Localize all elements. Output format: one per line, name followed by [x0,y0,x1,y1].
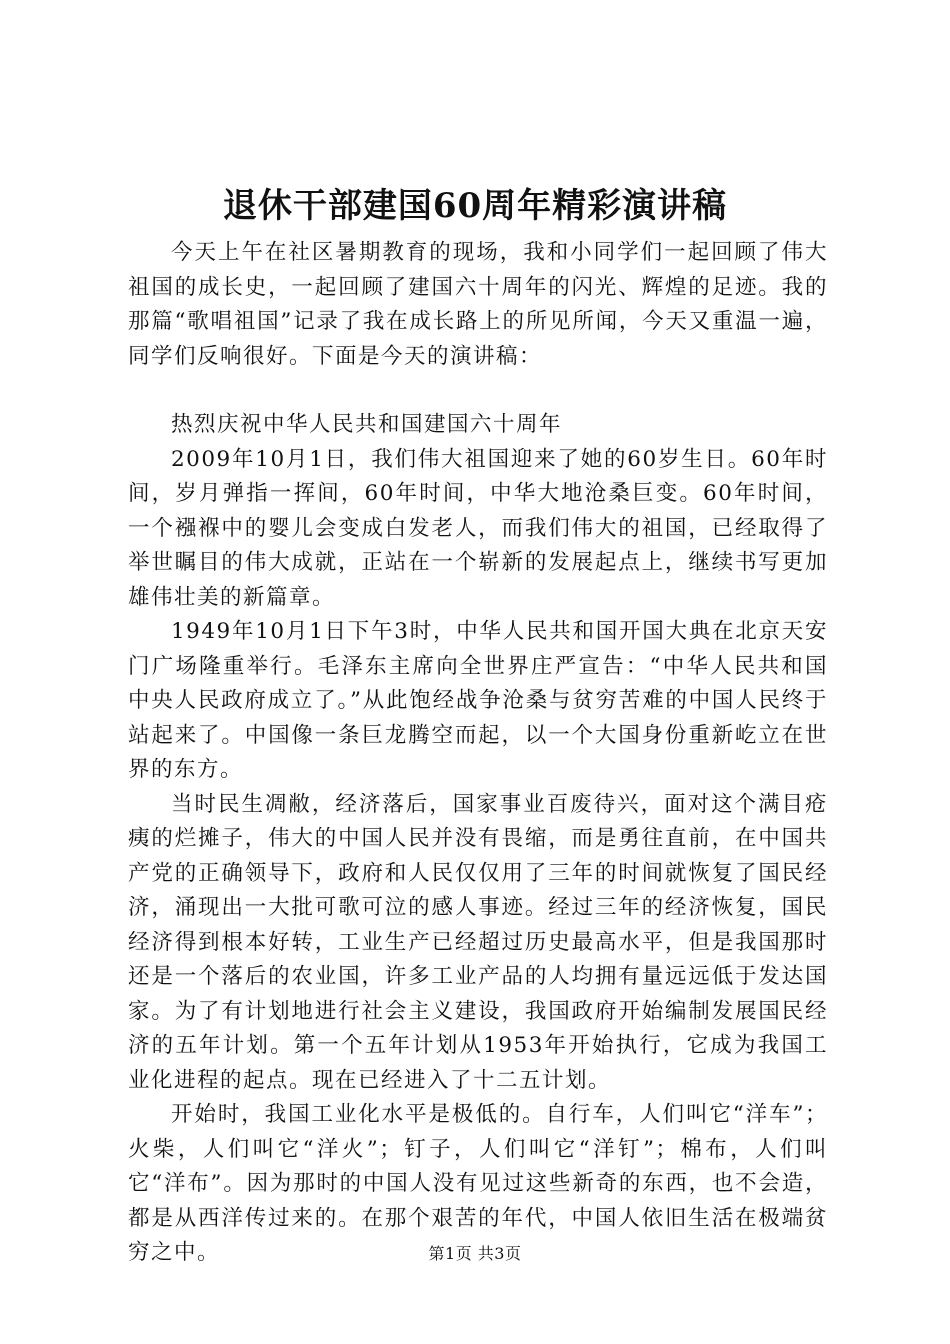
body-paragraph: 当时民生凋敝，经济落后，国家事业百废待兴，面对这个满目疮痍的烂摊子，伟大的中国人民并没有畏缩，而是勇往直前，在中国共产党的正确领导下，政府和人民仅仅用了三年的时间就恢复了国民经济，涌现出一大批可歌可泣的感人事迹。经过三年的经济恢复，国民经济得到根本好转，工业生产已经超过历史最高水平，但是我国那时还是一个落后的农业国，许多工业产品的人均拥有量远远低于发达国家。为了有计划地进行社会主义建设，我国政府开始编制发展国民经济的五年计划。第一个五年计划从1953年开始执行，它成为我国工业化进程的起点。现在已经进入了十二五计划。 [128,791,828,1093]
document-body [128,236,828,1271]
document-title: 退休干部建国60周年精彩演讲稿 [222,186,728,226]
intro-paragraph: 今天上午在社区暑期教育的现场，我和小同学们一起回顾了伟大祖国的成长史，一起回顾了建国六十周年的闪光、辉煌的足迹。我的那篇“歌唱祖国”记录了我在成长路上的所见所闻，今天又重温一遍，同学们反响很好。下面是今天的演讲稿： [128,240,828,369]
speech-heading: 热烈庆祝中华人民共和国建国六十周年 [171,412,563,437]
body-paragraph: 开始时，我国工业化水平是极低的。自行车，人们叫它“洋车”；火柴，人们叫它“洋火”；钉子，人们叫它“洋钉”；棉布，人们叫它“洋布”。因为那时的中国人没有见过这些新奇的东西，也不会造，都是从西洋传过来的。在那个艰苦的年代，中国人依旧生活在极端贫穷之中。 [128,1102,828,1265]
body-paragraph: 2009年10月1日，我们伟大祖国迎来了她的60岁生日。60年时间，岁月弹指一挥间，60年时间，中华大地沧桑巨变。60年时间，一个襁褓中的婴儿会变成白发老人，而我们伟大的祖国，已经取得了举世瞩目的伟大成就，正站在一个崭新的发展起点上，继续书写更加雄伟壮美的新篇章。 [128,446,828,610]
body-paragraph: 1949年10月1日下午3时，中华人民共和国开国大典在北京天安门广场隆重举行。毛泽东主席向全世界庄严宣告：“中华人民共和国中央人民政府成立了。”从此饱经战争沧桑与贫穷苦难的中国人民终于站起来了。中国像一条巨龙腾空而起，以一个大国身份重新屹立在世界的东方。 [128,619,828,782]
page-number-footer: 第1页 共3页 [428,1244,522,1263]
